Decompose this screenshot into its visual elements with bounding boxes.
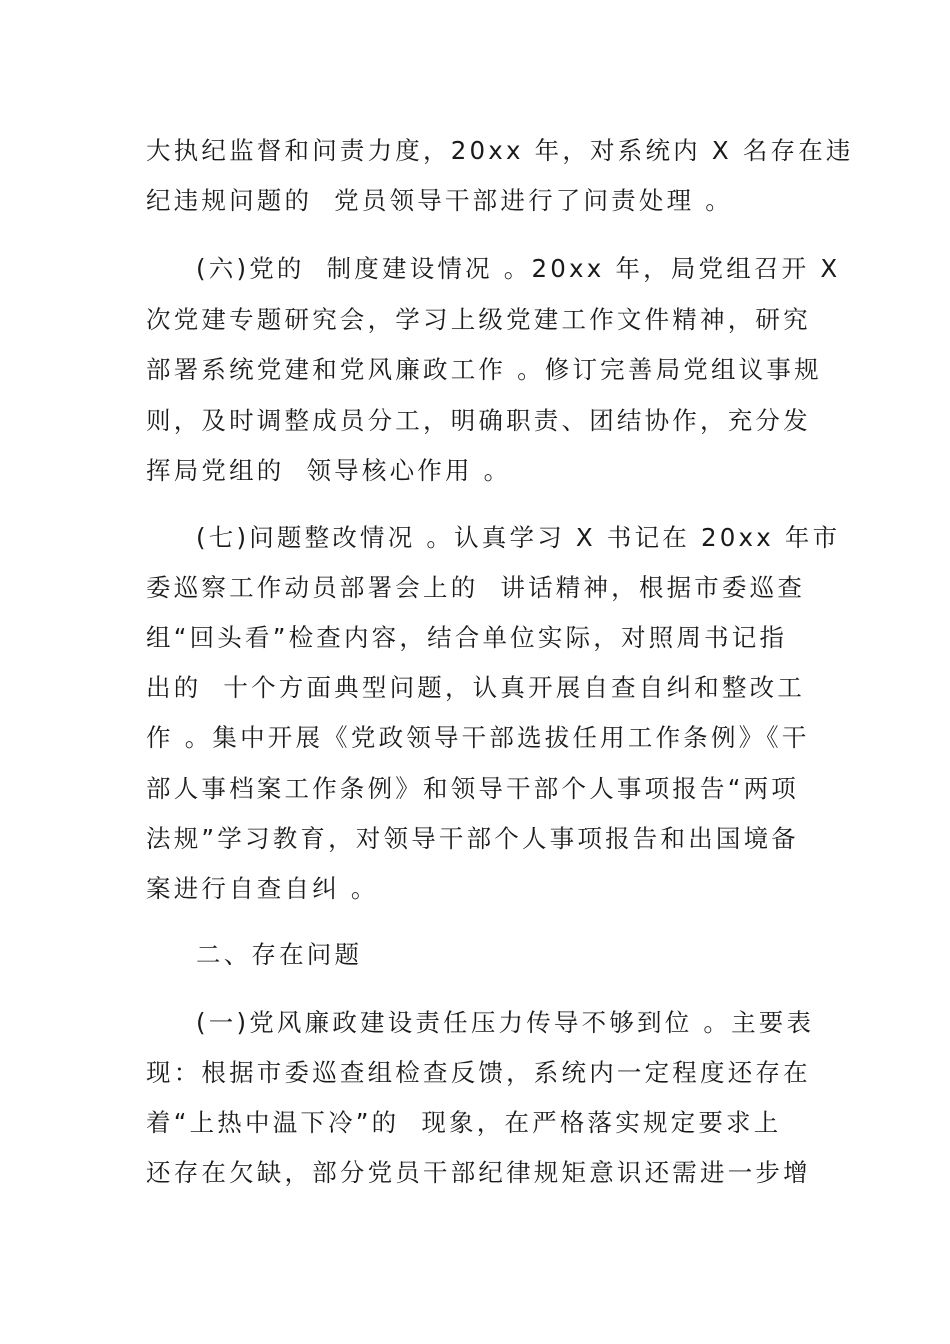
paragraph-heading-line: (六)党的 制度建设情况 。20xx 年，局党组召开 X <box>196 254 841 283</box>
paragraph-heading-line: (一)党风廉政建设责任压力传导不够到位 。主要表 <box>196 1008 815 1037</box>
text-line: 则，及时调整成员分工，明确职责、团结协作，充分发 <box>146 406 811 435</box>
text-line: 法规”学习教育，对领导干部个人事项报告和出国境备 <box>146 824 799 853</box>
text-line: 委巡察工作动员部署会上的 讲话精神，根据市委巡查 <box>146 573 806 602</box>
text-line: 部人事档案工作条例》和领导干部个人事项报告“两项 <box>146 774 799 803</box>
text-line: 出的 十个方面典型问题，认真开展自查自纠和整改工 <box>146 673 806 702</box>
text-line: 挥局党组的 领导核心作用 。 <box>146 456 512 485</box>
text-line: 现：根据市委巡查组检查反馈，系统内一定程度还存在 <box>146 1058 811 1087</box>
section-heading: 二、存在问题 <box>196 940 363 969</box>
text-line: 作 。集中开展《党政领导干部选拔任用工作条例》《干 <box>146 723 810 752</box>
paragraph-heading-line: (七)问题整改情况 。认真学习 X 书记在 20xx 年市 <box>196 523 841 552</box>
text-line: 大执纪监督和问责力度，20xx 年，对系统内 X 名存在违 <box>146 136 854 165</box>
text-line: 案进行自查自纠 。 <box>146 874 379 903</box>
text-line: 还存在欠缺，部分党员干部纪律规矩意识还需进一步增 <box>146 1158 811 1187</box>
text-line: 纪违规问题的 党员领导干部进行了问责处理 。 <box>146 186 733 215</box>
text-line: 着“上热中温下冷”的 现象，在严格落实规定要求上 <box>146 1108 782 1137</box>
text-line: 部署系统党建和党风廉政工作 。修订完善局党组议事规 <box>146 355 822 384</box>
text-line: 组“回头看”检查内容，结合单位实际，对照周书记指 <box>146 623 788 652</box>
text-line: 次党建专题研究会，学习上级党建工作文件精神，研究 <box>146 305 811 334</box>
